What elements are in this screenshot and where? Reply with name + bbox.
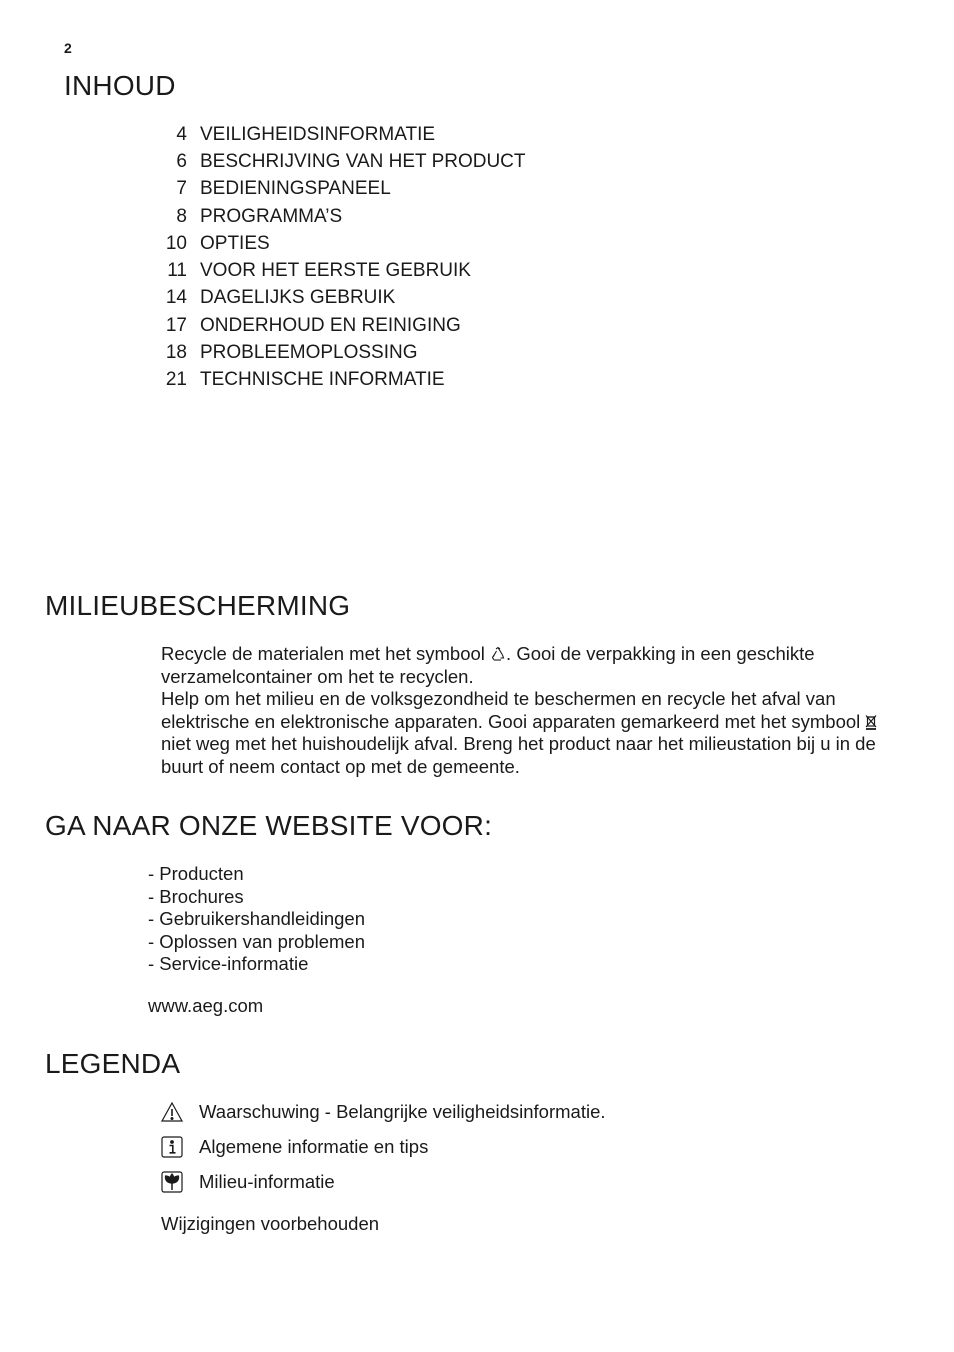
toc-page-number: 10	[165, 232, 187, 254]
website-list	[148, 863, 365, 976]
toc-item[interactable]	[150, 257, 670, 284]
legend-label: Milieu-informatie	[199, 1171, 335, 1192]
toc-page-number: 4	[176, 123, 187, 145]
toc-item[interactable]	[150, 367, 670, 394]
toc-label: ONDERHOUD EN REINIGING	[200, 314, 461, 336]
toc-label: VEILIGHEIDSINFORMATIE	[200, 123, 436, 145]
toc-item[interactable]	[150, 148, 670, 175]
warning-icon	[160, 1100, 184, 1124]
recycle-icon	[490, 645, 506, 661]
list-item: - Brochures	[148, 885, 244, 907]
toc-item[interactable]	[150, 285, 670, 312]
toc-page-number: 21	[165, 369, 187, 391]
list-item: - Gebruikershandleidingen	[148, 908, 365, 930]
milieu-body	[161, 643, 901, 779]
table-of-contents	[150, 121, 670, 394]
toc-page-number: 7	[176, 178, 187, 200]
toc-item[interactable]	[150, 312, 670, 339]
legend-label: Waarschuwing - Belangrijke veiligheidsinformatie.	[199, 1101, 606, 1122]
toc-page-number: 18	[165, 342, 187, 364]
toc-label: PROGRAMMA’S	[200, 205, 343, 227]
milieu-text-1b: . Gooi de verpakking in een geschikte verzamelcontainer om het te recyclen.	[161, 643, 815, 687]
toc-label: OPTIES	[200, 232, 270, 254]
info-icon	[160, 1135, 184, 1159]
toc-label: DAGELIJKS GEBRUIK	[200, 287, 396, 309]
environment-icon	[160, 1170, 184, 1194]
legend-item-warning	[160, 1100, 606, 1124]
list-item: - Oplossen van problemen	[148, 930, 365, 952]
toc-item[interactable]	[150, 176, 670, 203]
legend-item-environment	[160, 1170, 335, 1194]
toc-page-number: 14	[165, 287, 187, 309]
list-item: - Service-informatie	[148, 953, 309, 975]
toc-label: VOOR HET EERSTE GEBRUIK	[200, 260, 471, 282]
toc-label: BESCHRIJVING VAN HET PRODUCT	[200, 150, 526, 172]
toc-page-number: 8	[176, 205, 187, 227]
legenda-title: LEGENDA	[45, 1048, 181, 1079]
milieu-text-2a: Help om het milieu en de volksgezondheid te beschermen en recycle het afval van elektrische en elektronische apparaten. Gooi apparaten gemarkeerd met het symbool	[161, 688, 861, 732]
milieu-paragraph-1	[161, 643, 901, 688]
toc-page-number: 11	[167, 260, 187, 282]
milieu-title: MILIEUBESCHERMING	[45, 590, 351, 621]
page-number: 2	[64, 40, 72, 56]
crossed-bin-icon	[865, 713, 881, 729]
website-title: GA NAAR ONZE WEBSITE VOOR:	[45, 810, 493, 841]
toc-label: PROBLEEMOPLOSSING	[200, 342, 418, 364]
milieu-paragraph-2	[161, 688, 901, 778]
inhoud-title: INHOUD	[64, 70, 176, 101]
toc-label: TECHNISCHE INFORMATIE	[200, 369, 445, 391]
toc-item[interactable]	[150, 203, 670, 230]
list-item: - Producten	[148, 863, 244, 884]
legend-label: Algemene informatie en tips	[199, 1136, 429, 1157]
toc-item[interactable]	[150, 339, 670, 366]
milieu-text-1a: Recycle de materialen met het symbool	[161, 643, 485, 664]
toc-page-number: 6	[176, 150, 187, 172]
footer-note: Wijzigingen voorbehouden	[161, 1213, 380, 1234]
website-link[interactable]: www.aeg.com	[148, 995, 264, 1016]
legend-item-info	[160, 1135, 428, 1159]
milieu-text-2b: niet weg met het huishoudelijk afval. Breng het product naar het milieustation bij u in de buurt of neem contact op met de gemeente.	[161, 733, 876, 777]
toc-item[interactable]	[150, 121, 670, 148]
toc-item[interactable]	[150, 230, 670, 257]
toc-page-number: 17	[165, 314, 187, 336]
toc-label: BEDIENINGSPANEEL	[200, 178, 391, 200]
